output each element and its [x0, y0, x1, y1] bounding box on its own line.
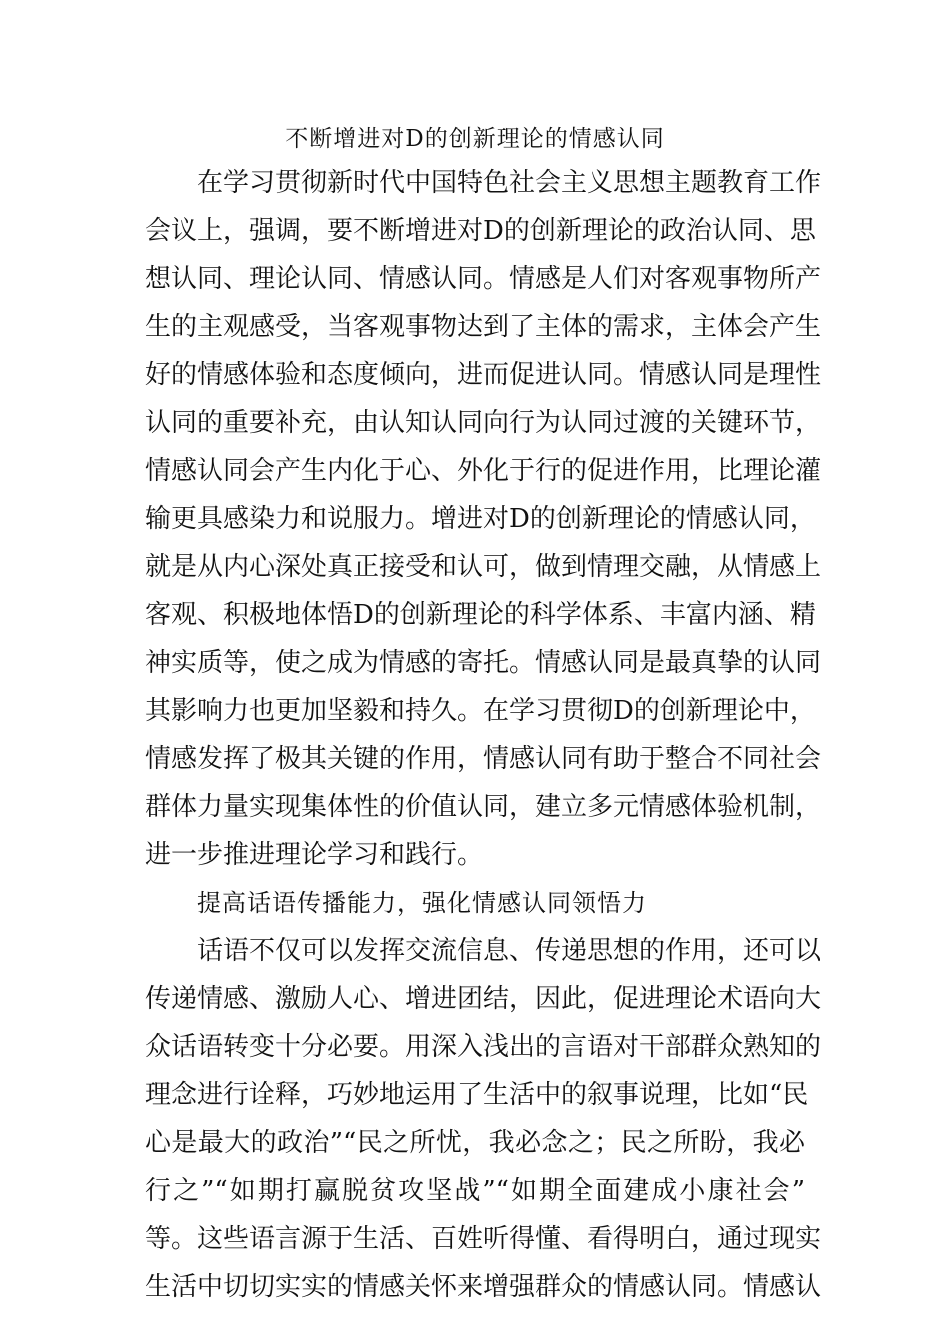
paragraph-1-line-6: 认同的重要补充，由认知认同向行为认同过渡的关键环节， — [145, 408, 822, 438]
paragraph-1-line-5: 好的情感体验和态度倾向，进而促进认同。情感认同是理性 — [145, 360, 822, 390]
paragraph-2-line-6: 行之”“如期打赢脱贫攻坚战”“如期全面建成小康社会” — [145, 1176, 805, 1206]
paragraph-1-line-11: 神实质等，使之成为情感的寄托。情感认同是最真挚的认同 — [145, 648, 822, 678]
paragraph-1-line-3: 想认同、理论认同、情感认同。情感是人们对客观事物所产 — [145, 264, 822, 294]
paragraph-2-line-7: 等。这些语言源于生活、百姓听得懂、看得明白，通过现实 — [145, 1224, 822, 1254]
document-title: 不断增进对D的创新理论的情感认同 — [285, 126, 665, 152]
paragraph-2-line-3: 众话语转变十分必要。用深入浅出的言语对干部群众熟知的 — [145, 1032, 822, 1062]
paragraph-1-line-1: 在学习贯彻新时代中国特色社会主义思想主题教育工作 — [197, 168, 822, 198]
paragraph-2-line-4: 理念进行诠释，巧妙地运用了生活中的叙事说理，比如“民 — [145, 1080, 809, 1110]
section-heading: 提高话语传播能力，强化情感认同领悟力 — [197, 889, 647, 917]
paragraph-2-line-2: 传递情感、激励人心、增进团结，因此，促进理论术语向大 — [145, 984, 822, 1014]
paragraph-1-line-9: 就是从内心深处真正接受和认可，做到情理交融，从情感上 — [145, 552, 822, 582]
paragraph-1-line-13: 情感发挥了极其关键的作用，情感认同有助于整合不同社会 — [145, 744, 822, 774]
paragraph-1-line-12: 其影响力也更加坚毅和持久。在学习贯彻D的创新理论中， — [145, 696, 816, 726]
paragraph-1-line-2: 会议上，强调，要不断增进对D的创新理论的政治认同、思 — [145, 216, 816, 246]
paragraph-2-line-8: 生活中切切实实的情感关怀来增强群众的情感认同。情感认 — [145, 1272, 822, 1302]
paragraph-1-line-7: 情感认同会产生内化于心、外化于行的促进作用，比理论灌 — [145, 456, 822, 486]
paragraph-1-line-14: 群体力量实现集体性的价值认同，建立多元情感体验机制， — [145, 792, 822, 822]
paragraph-1-line-15: 进一步推进理论学习和践行。 — [145, 840, 484, 870]
paragraph-2-line-5: 心是最大的政治”“民之所忧，我必念之；民之所盼，我必 — [145, 1128, 805, 1158]
paragraph-1-line-4: 生的主观感受，当客观事物达到了主体的需求，主体会产生 — [145, 312, 822, 342]
paragraph-1-line-8: 输更具感染力和说服力。增进对D的创新理论的情感认同， — [145, 504, 816, 534]
paragraph-1-line-10: 客观、积极地体悟D的创新理论的科学体系、丰富内涵、精 — [145, 600, 816, 630]
paragraph-2-line-1: 话语不仅可以发挥交流信息、传递思想的作用，还可以 — [197, 936, 822, 966]
